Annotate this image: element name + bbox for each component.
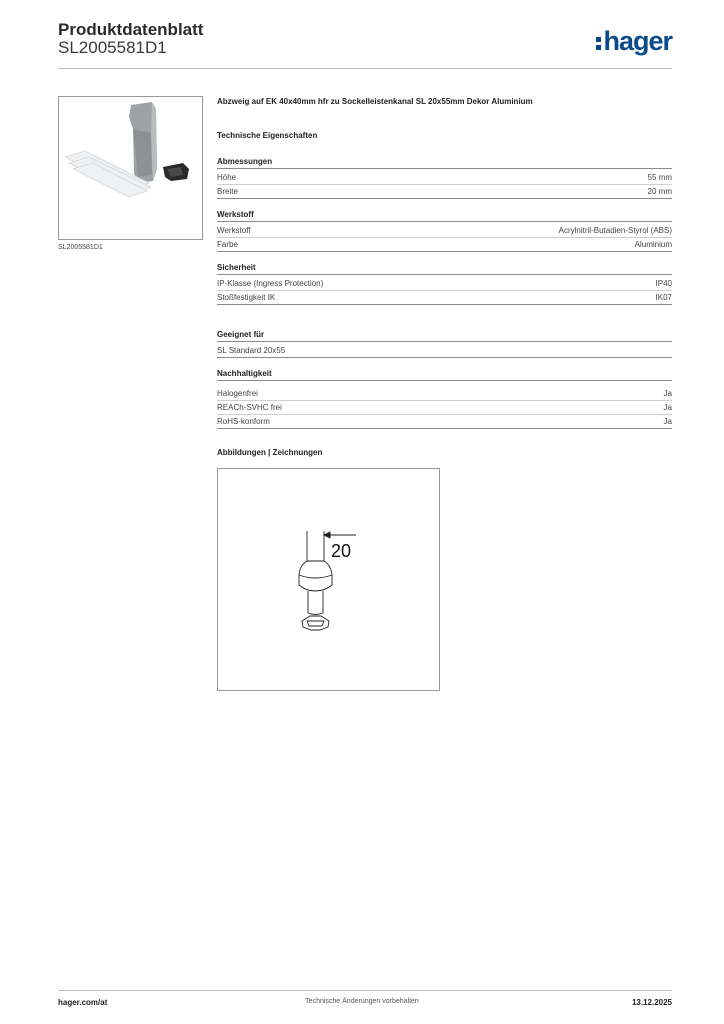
product-title: Abzweig auf EK 40x40mm hfr zu Sockelleistenkanal SL 20x55mm Dekor Aluminium	[217, 97, 533, 106]
section-werkstoff-title: Werkstoff	[217, 210, 672, 222]
spec-row	[217, 343, 672, 358]
footer-divider	[58, 990, 672, 991]
spec-label: Halogenfrei	[217, 388, 258, 398]
spec-label: IP-Klasse (Ingress Protection)	[217, 278, 324, 288]
spec-value: Ja	[663, 402, 672, 412]
dimension-label: 20	[331, 541, 352, 561]
spec-label: Höhe	[217, 172, 237, 182]
spec-label: RoHS-konform	[217, 416, 270, 426]
footer-website-link[interactable]: hager.com/at	[58, 998, 108, 1007]
logo-text: hager	[603, 25, 672, 56]
spec-value: Acrylnitril-Butadien-Styrol (ABS)	[558, 225, 672, 235]
footer-disclaimer: Technische Änderungen vorbehalten	[305, 998, 419, 1005]
spec-value: 55 mm	[647, 172, 672, 182]
document-title: Produktdatenblatt	[58, 20, 204, 39]
spec-value: IK07	[655, 292, 672, 302]
spec-label: Farbe	[217, 239, 238, 249]
header-divider	[58, 68, 672, 69]
footer-date: 13.12.2025	[631, 998, 672, 1007]
spec-row	[217, 237, 672, 252]
photo-caption: SL2005581D1	[58, 244, 103, 251]
product-photo-image	[59, 97, 202, 239]
spec-value: Ja	[663, 388, 672, 398]
spec-label: REACh-SVHC frei	[217, 402, 282, 412]
spec-value: Ja	[663, 416, 672, 426]
section-geeignet-title: Geeignet für	[217, 330, 672, 342]
spec-value: 20 mm	[647, 186, 672, 196]
spec-label: SL Standard 20x55	[217, 345, 286, 355]
spec-row	[217, 414, 672, 429]
hager-logo[interactable]	[596, 26, 672, 56]
technical-drawing	[217, 468, 440, 691]
tech-properties-title: Technische Eigenschaften	[217, 131, 318, 140]
spec-row	[217, 276, 672, 291]
spec-label: Breite	[217, 186, 238, 196]
technical-drawing-image	[218, 469, 439, 690]
section-sicherheit-title: Sicherheit	[217, 263, 672, 275]
spec-value: Aluminium	[634, 239, 672, 249]
spec-label: Werkstoff	[217, 225, 251, 235]
spec-label: Stoßfestigkeit IK	[217, 292, 276, 302]
section-nachhaltigkeit-title: Nachhaltigkeit	[217, 369, 672, 381]
spec-row	[217, 290, 672, 305]
logo-dots-icon	[596, 37, 601, 50]
product-photo	[58, 96, 203, 240]
drawings-title: Abbildungen | Zeichnungen	[217, 448, 323, 457]
spec-row	[217, 170, 672, 185]
spec-value: IP40	[655, 278, 672, 288]
spec-row	[217, 386, 672, 401]
section-abmessungen-title: Abmessungen	[217, 157, 672, 169]
spec-row	[217, 223, 672, 238]
product-code: SL2005581D1	[58, 38, 167, 57]
spec-row	[217, 184, 672, 199]
spec-row	[217, 400, 672, 415]
